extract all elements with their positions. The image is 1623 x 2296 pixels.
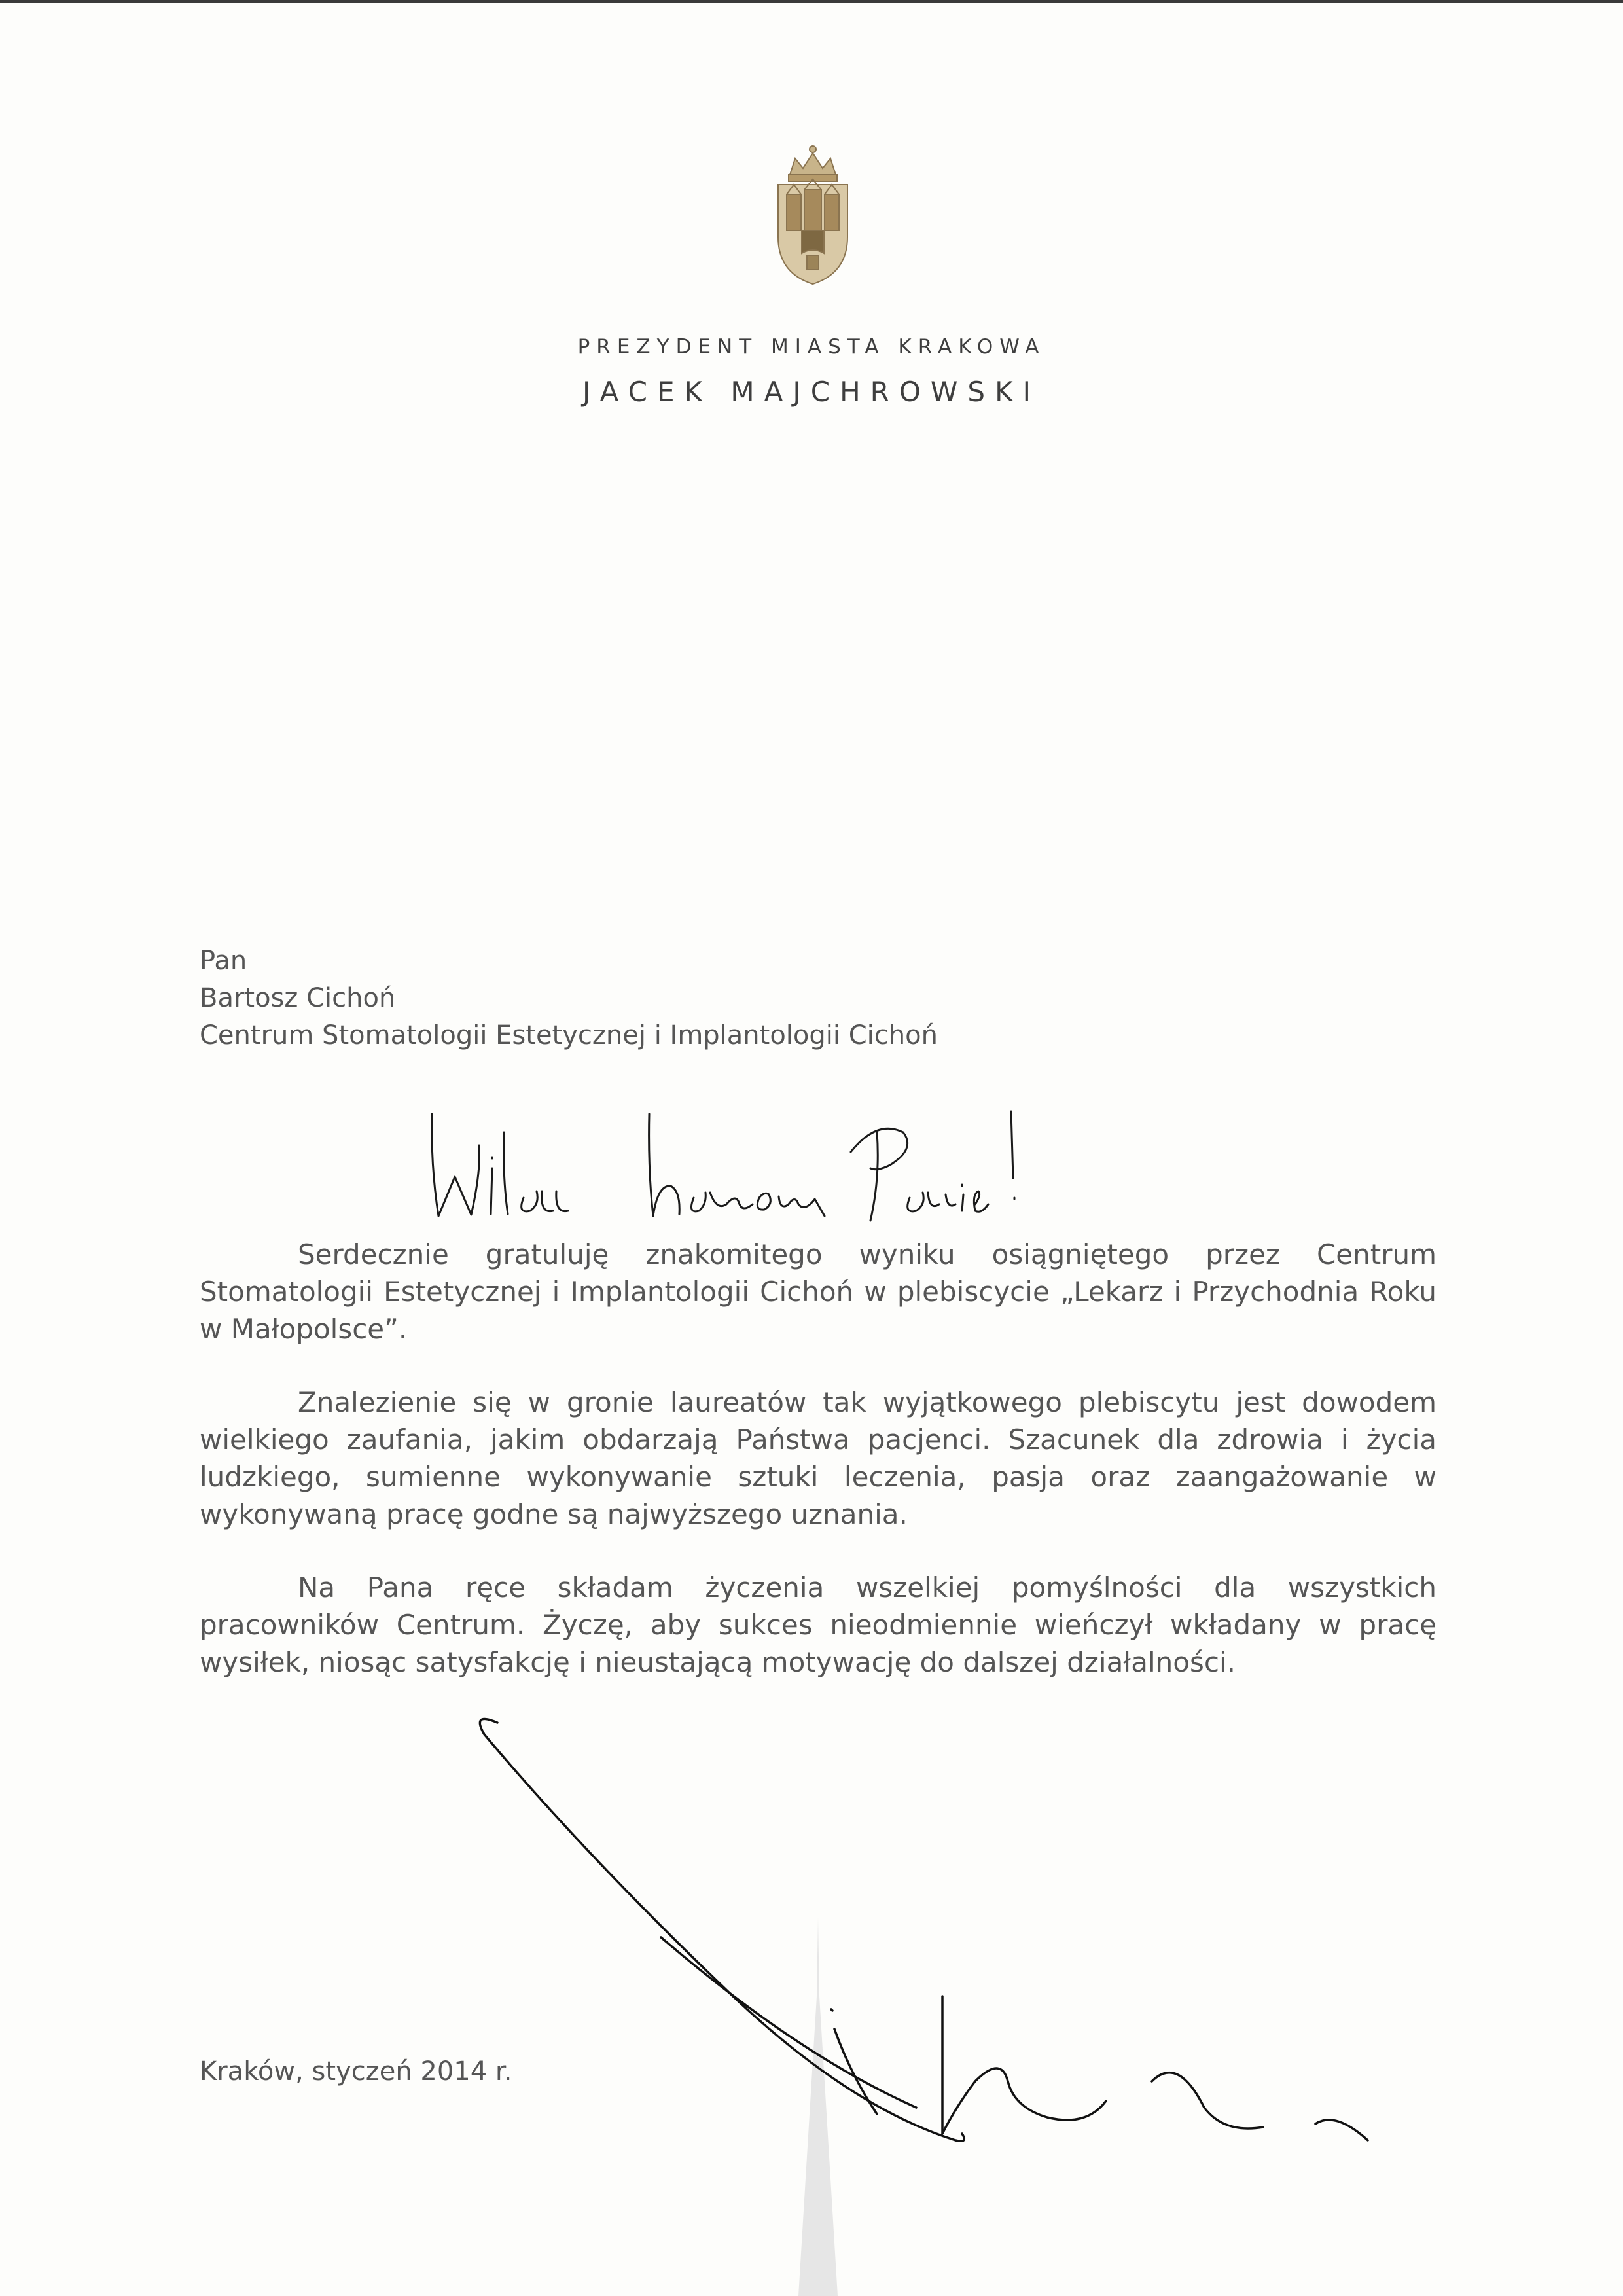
recipient-salutation: Pan [200,946,247,976]
office-title: PREZYDENT MIASTA KRAKOWA [577,335,1046,359]
recipient-organization: Centrum Stomatologii Estetycznej i Implantologii Cichoń [200,1020,938,1050]
place-and-date: Kraków, styczeń 2014 r. [200,2056,512,2087]
letter-body [200,1236,1436,1717]
handwritten-signature [458,1715,1479,2186]
body-paragraph-1: Serdecznie gratuluję znakomitego wyniku osiągniętego przez Centrum Stomatologii Estetycznej i Implantologii Cichoń w plebiscycie „Lekarz i Przychodnia Roku w Małopolsce”. [200,1238,1436,1345]
krakow-coat-of-arms-icon [764,139,862,289]
body-paragraph-3: Na Pana ręce składam życzenia wszelkiej pomyślności dla wszystkich pracowników Centrum. Życzę, aby sukces nieodmiennie wieńczył wkładany w pracę wysiłek, niosąc satysfakcję i nieustającą motywację do dalszej działalności. [200,1571,1436,1678]
president-name: JACEK MAJCHROWSKI [582,376,1041,408]
handwritten-salutation [419,1106,1080,1244]
recipient-name: Bartosz Cichoń [200,983,396,1013]
body-paragraph-2: Znalezienie się w gronie laureatów tak wyjątkowego plebiscytu jest dowodem wielkiego zaufania, jakim obdarzają Państwa pacjenci. Szacunek dla zdrowia i życia ludzkiego, sumienne wykonywanie sztuki leczenia, pasja oraz zaangażowanie w wykonywaną pracę godne są najwyższego uznania. [200,1386,1436,1530]
top-rule [0,0,1623,3]
recipient-block [200,942,938,1054]
